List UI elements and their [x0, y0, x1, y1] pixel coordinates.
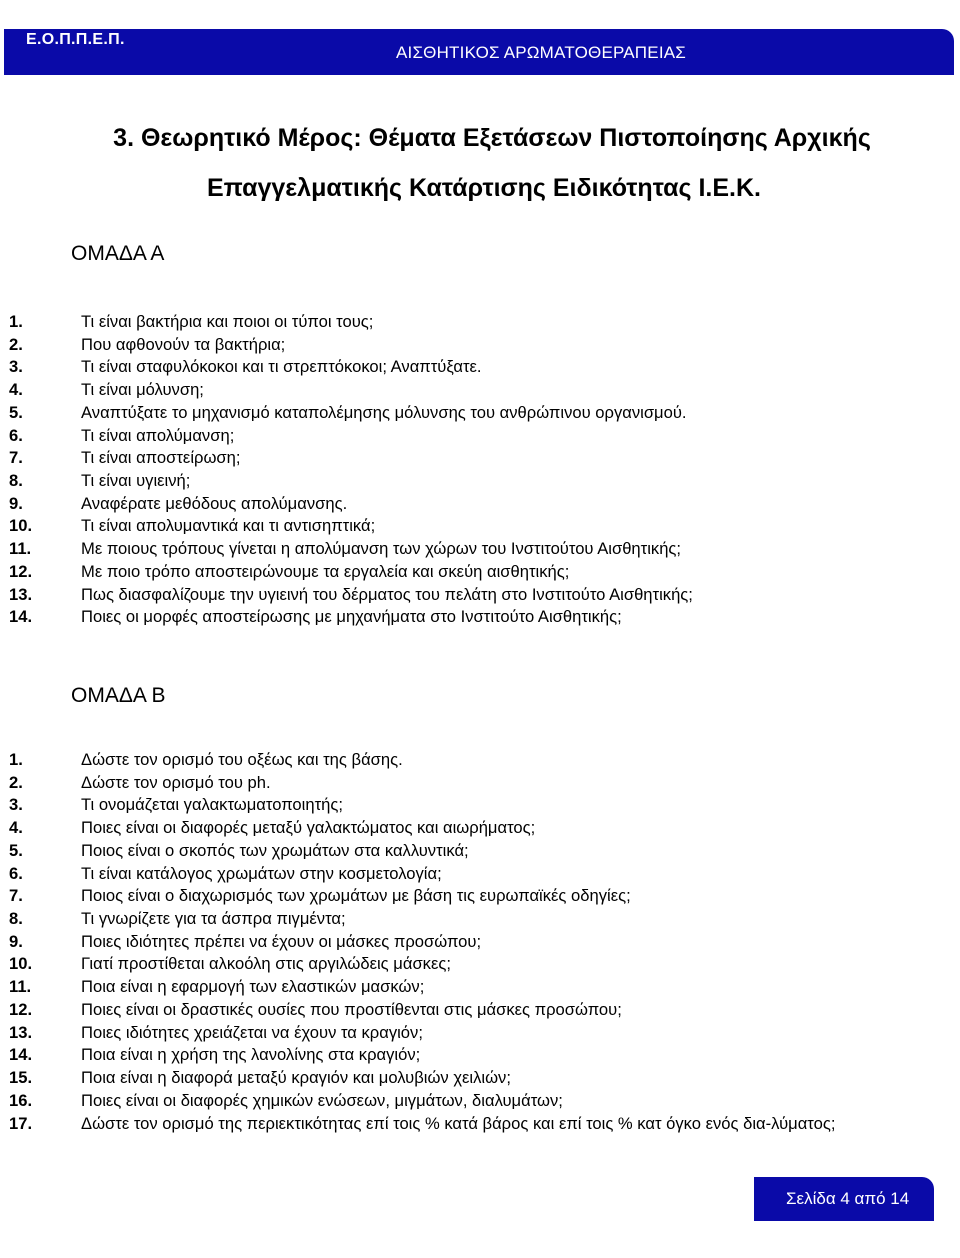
question-number: 1. [9, 312, 23, 331]
group-b-question-list [0, 749, 960, 1158]
question-number: 5. [9, 840, 23, 860]
question-text: Τι είναι κατάλογος χρωμάτων στην κοσμετολογία; [81, 863, 442, 883]
question-number: 6. [9, 863, 23, 883]
question-text: Πως διασφαλίζουμε την υγιεινή του δέρματος του πελάτη στο Ινστιτούτο Αισθητικής; [81, 584, 693, 604]
question-item [0, 749, 960, 772]
question-number: 1. [9, 750, 23, 769]
question-text: Δώστε τον ορισμό του οξέως και της βάσης. [81, 750, 403, 769]
question-text: Τι είναι αποστείρωση; [81, 448, 241, 468]
question-number: 5. [9, 402, 23, 422]
question-item [0, 1067, 960, 1090]
question-item [0, 840, 960, 863]
question-text: Τι είναι απολυμαντικά και τι αντισηπτικά; [81, 516, 376, 536]
question-item [0, 425, 960, 448]
section-title-line-2: Επαγγελματικής Κατάρτισης Ειδικότητας Ι.Ε.Κ. [207, 174, 761, 202]
question-number: 12. [9, 561, 33, 581]
question-item [0, 584, 960, 607]
question-item [0, 863, 960, 886]
question-text: Τι είναι σταφυλόκοκοι και τι στρεπτόκοκοι; Αναπτύξατε. [81, 357, 482, 377]
question-item [0, 379, 960, 402]
question-item [0, 772, 960, 795]
question-text: Ποια είναι η χρήση της λανολίνης στα κραγιόν; [81, 1045, 421, 1065]
question-number: 7. [9, 886, 23, 906]
question-item [0, 493, 960, 516]
question-text: Ποιες οι μορφές αποστείρωσης με μηχανήματα στο Ινστιτούτο Αισθητικής; [81, 607, 622, 627]
question-number: 16. [9, 1090, 33, 1110]
question-number: 3. [9, 795, 23, 815]
question-item [0, 999, 960, 1022]
question-item [0, 1044, 960, 1067]
question-text: Δώστε τον ορισμό του ph. [81, 772, 271, 792]
question-item [0, 538, 960, 561]
question-item [0, 1090, 960, 1113]
question-item [0, 356, 960, 379]
question-number: 8. [9, 909, 23, 929]
question-item [0, 334, 960, 357]
group-a-heading: ΟΜΑΔΑ Α [71, 242, 165, 265]
question-item [0, 908, 960, 931]
header-org: Ε.Ο.Π.Π.Ε.Π. [26, 31, 125, 48]
question-item [0, 402, 960, 425]
question-text: Τι ονομάζεται γαλακτωματοποιητής; [81, 795, 343, 815]
question-text: Τι είναι απολύμανση; [81, 425, 235, 445]
question-text: Ποια είναι η διαφορά μεταξύ κραγιόν και μολυβιών χειλιών; [81, 1068, 511, 1088]
question-text: Ποιες είναι οι διαφορές χημικών ενώσεων, μιγμάτων, διαλυμάτων; [81, 1090, 563, 1110]
question-text: Αναπτύξατε το μηχανισμό καταπολέμησης μόλυνσης του ανθρώπινου οργανισμού. [81, 402, 687, 422]
question-item [0, 931, 960, 954]
question-text: Τι γνωρίζετε για τα άσπρα πιγμέντα; [81, 909, 346, 929]
question-number: 4. [9, 380, 23, 400]
question-number: 10. [9, 516, 33, 536]
question-text: Ποιες ιδιότητες πρέπει να έχουν οι μάσκες προσώπου; [81, 931, 482, 951]
question-number: 14. [9, 607, 33, 627]
question-text: Ποια είναι η εφαρμογή των ελαστικών μασκών; [81, 977, 425, 997]
question-text: Δώστε τον ορισμό της περιεκτικότητας επί τοις % κατά βάρος και επί τοις % κατ όγκο ενός δια-λύματος; [81, 1113, 836, 1133]
question-number: 2. [9, 334, 23, 354]
question-item [0, 561, 960, 584]
question-text: Που αφθονούν τα βακτήρια; [81, 334, 286, 354]
question-number: 4. [9, 818, 23, 838]
header-subject: ΑΙΣΘΗΤΙΚΟΣ ΑΡΩΜΑΤΟΘΕΡΑΠΕΙΑΣ [395, 43, 686, 62]
section-title-line-1: 3. Θεωρητικό Μέρος: Θέματα Εξετάσεων Πιστοποίησης Αρχικής [113, 124, 871, 152]
question-text: Τι είναι μόλυνση; [81, 380, 204, 400]
question-number: 11. [9, 539, 32, 559]
question-text: Με ποιους τρόπους γίνεται η απολύμανση των χώρων του Ινστιτούτου Αισθητικής; [81, 539, 682, 559]
question-number: 10. [9, 954, 33, 974]
question-item [0, 1022, 960, 1045]
question-number: 13. [9, 1022, 33, 1042]
question-number: 7. [9, 448, 23, 468]
question-text: Τι είναι υγιεινή; [81, 471, 191, 491]
question-text: Αναφέρατε μεθόδους απολύμανσης. [81, 493, 348, 513]
question-text: Με ποιο τρόπο αποστειρώνουμε τα εργαλεία και σκεύη αισθητικής; [81, 561, 570, 581]
question-number: 9. [9, 931, 23, 951]
question-number: 14. [9, 1045, 33, 1065]
question-item [0, 953, 960, 976]
question-number: 6. [9, 425, 23, 445]
question-item [0, 447, 960, 470]
question-item [0, 817, 960, 840]
question-number: 17. [9, 1113, 33, 1133]
question-item [0, 794, 960, 817]
question-number: 8. [9, 471, 23, 491]
question-text: Γιατί προστίθεται αλκοόλη στις αργιλώδεις μάσκες; [81, 954, 451, 974]
question-number: 2. [9, 772, 23, 792]
question-item [0, 976, 960, 999]
question-item [0, 515, 960, 538]
question-item [0, 311, 960, 334]
question-number: 9. [9, 493, 23, 513]
question-item [0, 1113, 960, 1158]
header-banner [4, 29, 954, 75]
question-text: Τι είναι βακτήρια και ποιοι οι τύποι τους; [81, 312, 374, 331]
question-item [0, 470, 960, 493]
question-text: Ποιες είναι οι δραστικές ουσίες που προστίθενται στις μάσκες προσώπου; [81, 999, 622, 1019]
question-item [0, 885, 960, 908]
group-b-heading: ΟΜΑΔΑ Β [71, 684, 166, 707]
question-number: 11. [9, 977, 32, 997]
question-text: Ποιες είναι οι διαφορές μεταξύ γαλακτώματος και αιωρήματος; [81, 818, 536, 838]
question-number: 15. [9, 1068, 33, 1088]
question-item [0, 606, 960, 629]
question-number: 3. [9, 357, 23, 377]
question-number: 13. [9, 584, 33, 604]
page-number-banner [754, 1177, 934, 1221]
question-text: Ποιες ιδιότητες χρειάζεται να έχουν τα κραγιόν; [81, 1022, 423, 1042]
page-number: Σελίδα 4 από 14 [786, 1189, 910, 1208]
question-text: Ποιος είναι ο διαχωρισμός των χρωμάτων με βάση τις ευρωπαϊκές οδηγίες; [81, 886, 631, 906]
group-a-question-list [0, 311, 960, 629]
question-number: 12. [9, 999, 33, 1019]
question-text: Ποιος είναι ο σκοπός των χρωμάτων στα καλλυντικά; [81, 840, 469, 860]
